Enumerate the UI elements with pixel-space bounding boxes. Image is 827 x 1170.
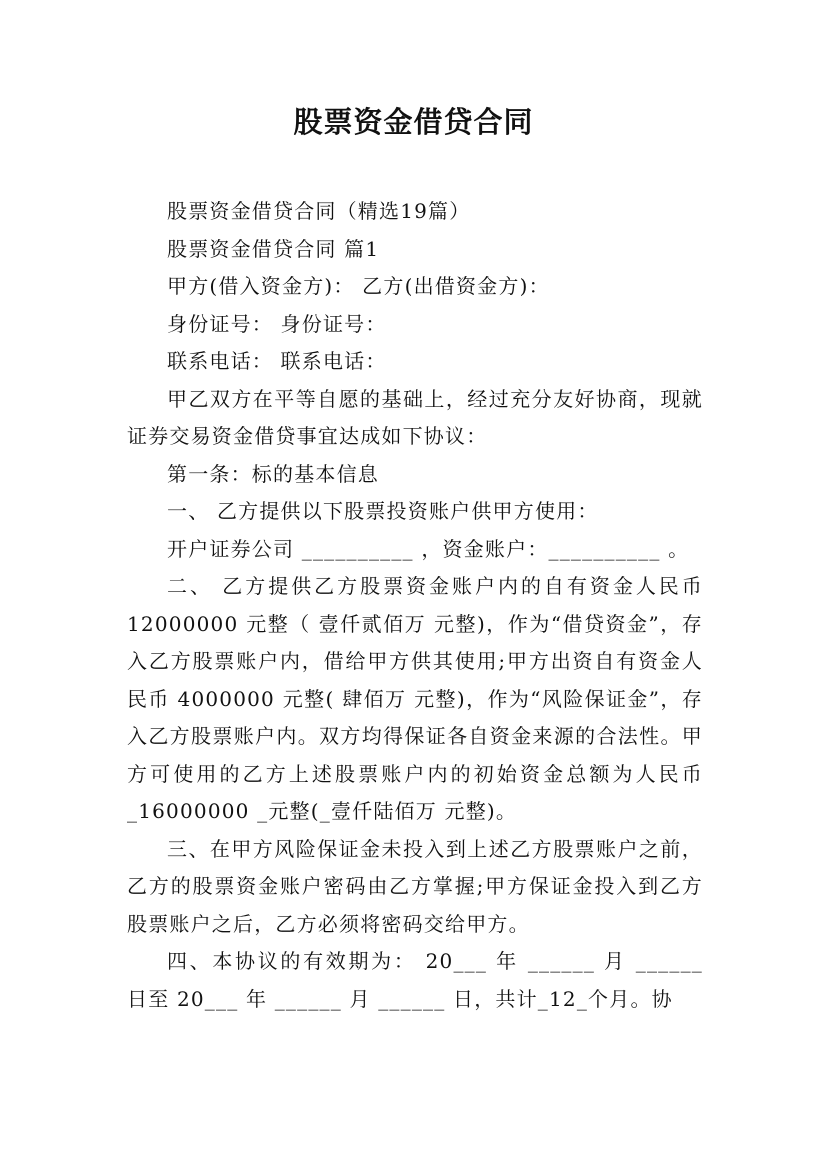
section-heading: 股票资金借贷合同 篇1 — [167, 236, 380, 261]
account-line: 开户证券公司 __________ ，资金账户：__________ 。 — [167, 536, 690, 561]
party-line: 甲方(借入资金方)： 乙方(出借资金方)： — [167, 274, 550, 298]
phone-line: 联系电话： 联系电话： — [167, 349, 387, 373]
clause-one: 一、 乙方提供以下股票投资账户供甲方使用： — [167, 499, 599, 523]
clause-two: 二、 乙方提供乙方股票资金账户内的自有资金人民币 12000000 元整（ 壹仟贰佰万 元整)，作为“借贷资金”，存入乙方股票账户内，借给甲方供其使用;甲方出资自有资金人民币 4000000 元整( 肆佰万 元整)，作为“风险保证金”，存入乙方股票账户内。双方均得保证各自资金来源的合法性。甲方可使用的乙方上述股票账户内的初始资金总额为人民币_16000000 _元整(_壹仟陆佰万 元整)。 — [127, 574, 703, 823]
id-number-line: 身份证号： 身份证号： — [167, 311, 387, 336]
subtitle-paragraph: 股票资金借贷合同（精选19篇） — [167, 199, 471, 223]
article-one-heading: 第一条：标的基本信息 — [167, 461, 379, 486]
document-title: 股票资金借贷合同 — [293, 105, 534, 139]
document-body — [127, 193, 703, 1018]
preamble-paragraph: 甲乙双方在平等自愿的基础上，经过充分友好协商，现就证券交易资金借贷事宜达成如下协议： — [127, 386, 703, 448]
clause-four: 四、本协议的有效期为： 20___ 年 ______ 月 ______ 日至 20___ 年 ______ 月 ______ 日，共计_12_个月。协 — [127, 949, 703, 1011]
clause-three: 三、在甲方风险保证金未投入到上述乙方股票账户之前，乙方的股票资金账户密码由乙方掌握;甲方保证金投入到乙方股票账户之后，乙方必须将密码交给甲方。 — [127, 836, 703, 936]
